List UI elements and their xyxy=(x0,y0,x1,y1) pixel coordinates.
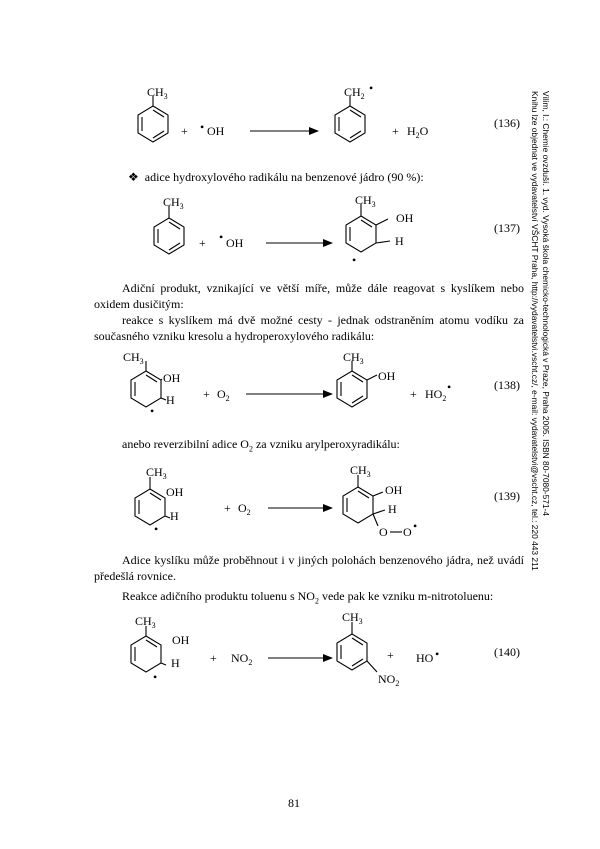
h-label: H xyxy=(395,234,404,248)
water-label: $H_2O$ xyxy=(407,124,429,140)
hydroxycyclohexadienyl-radical-139 xyxy=(135,477,170,525)
ch2-label: $CH_2$ xyxy=(344,85,365,101)
ch3-label: $CH_3$ xyxy=(147,85,168,101)
plus-sign: + xyxy=(392,124,399,138)
ho-radical-label: HO xyxy=(416,651,434,665)
citation-line-2: Knihu lze objednat ve vydavatelství VŠCHT Praha, http://vydavatelstvi.vscht.cz/, e-mail: vydavatelstvi@vscht.cz, tel.: 220 443 211 xyxy=(530,91,540,571)
hydroxycyclohexadienyl-radical-138 xyxy=(131,361,166,407)
radical-dot: • xyxy=(200,120,205,134)
oh-label: OH xyxy=(378,369,396,383)
paragraph-oxygen-paths: reakce s kyslíkem má dvě možné cesty - jednak odstraněním atomu vodíku za současného vzniku kresolu a hydroperoxylového radikálu: xyxy=(94,313,524,343)
radical-dot: • xyxy=(413,519,418,533)
paragraph-addition-product: Adiční produkt, vznikající ve větší míře, může dále reagovat s kyslíkem nebo oxidem dusičitým: xyxy=(94,281,524,311)
page-number: 81 xyxy=(288,796,300,810)
ho2-label: $HO_2$ xyxy=(425,387,447,403)
paragraph-no2-reaction: Reakce adičního produktu toluenu s $NO_2$ vede pak ke vzniku m-nitrotoluenu: xyxy=(122,589,494,606)
ch3-label: $CH_3$ xyxy=(146,465,167,481)
plus-sign: + xyxy=(203,387,210,401)
hydroxycyclohexadienyl-radical-140 xyxy=(131,626,166,672)
oxygen-label: $O_2$ xyxy=(217,387,230,403)
radical-dot: • xyxy=(154,522,159,536)
h-label: H xyxy=(170,509,179,523)
hydroxycyclohexadienyl-radical-137 xyxy=(346,204,390,252)
oh-label: OH xyxy=(163,371,181,385)
plus-sign: + xyxy=(224,501,231,515)
oh-label: OH xyxy=(166,485,184,499)
benzyl-radical-structure xyxy=(335,96,365,142)
m-nitrotoluene-structure xyxy=(337,622,377,672)
ch3-label: $CH_3$ xyxy=(123,350,144,366)
peroxy-o-label: O xyxy=(379,525,388,539)
radical-dot: • xyxy=(153,670,158,684)
ch3-label: $CH_3$ xyxy=(343,350,364,366)
ch3-label: $CH_3$ xyxy=(163,195,184,211)
oh-label: OH xyxy=(172,633,190,647)
equation-number-136: (136) xyxy=(494,116,520,130)
radical-dot: • xyxy=(219,230,224,244)
radical-dot: • xyxy=(447,380,452,394)
oh-label: OH xyxy=(226,236,244,250)
paragraph-other-positions: Adice kyslíku může proběhnout i v jiných polohách benzenového jádra, než uvádí předešlá rovnice. xyxy=(94,553,524,583)
ch3-label: $CH_3$ xyxy=(342,610,363,626)
paragraph-reversible-addition: anebo reverzibilní adice $O_2$ za vzniku arylperoxyradikálu: xyxy=(122,437,400,454)
diamond-bullet-icon: ❖ xyxy=(128,170,139,184)
equation-number-138: (138) xyxy=(494,378,520,392)
cresol-structure xyxy=(337,361,377,407)
citation-line-1: Vilím, I.: Chemie ovzduší. 1. vyd. Vysoká škola chemicko-technologická v Praze, Praha 2005. ISBN 80-7080-571-4 xyxy=(541,91,551,517)
ch3-label: $CH_3$ xyxy=(135,614,156,630)
toluene-structure-137 xyxy=(154,206,184,254)
h-label: H xyxy=(388,502,397,516)
equation-number-139: (139) xyxy=(494,489,520,503)
equation-number-140: (140) xyxy=(494,645,520,659)
plus-sign: + xyxy=(410,387,417,401)
radical-dot: • xyxy=(435,647,440,661)
plus-sign: + xyxy=(181,124,188,138)
oh-label: OH xyxy=(385,483,403,497)
oh-label: OH xyxy=(396,211,414,225)
no2-label: $NO_2$ xyxy=(378,672,400,688)
bullet-text: adice hydroxylového radikálu na benzenové jádro (90 %): xyxy=(144,170,424,184)
plus-sign: + xyxy=(387,648,394,662)
oh-label: OH xyxy=(207,124,225,138)
oxygen-label: $O_2$ xyxy=(238,501,251,517)
plus-sign: + xyxy=(210,651,217,665)
ch3-label: $CH_3$ xyxy=(355,193,376,209)
no2-label: $NO_2$ xyxy=(231,651,253,667)
radical-dot: • xyxy=(150,404,155,418)
radical-dot: • xyxy=(369,81,374,95)
bullet-item xyxy=(128,169,424,185)
radical-dot: • xyxy=(352,253,357,267)
ch3-label: $CH_3$ xyxy=(350,463,371,479)
toluene-structure-136 xyxy=(138,96,168,142)
h-label: H xyxy=(166,393,175,407)
equation-number-137: (137) xyxy=(494,221,520,235)
peroxy-o-label: O xyxy=(403,525,412,539)
h-label: H xyxy=(171,656,180,670)
plus-sign: + xyxy=(199,236,206,250)
